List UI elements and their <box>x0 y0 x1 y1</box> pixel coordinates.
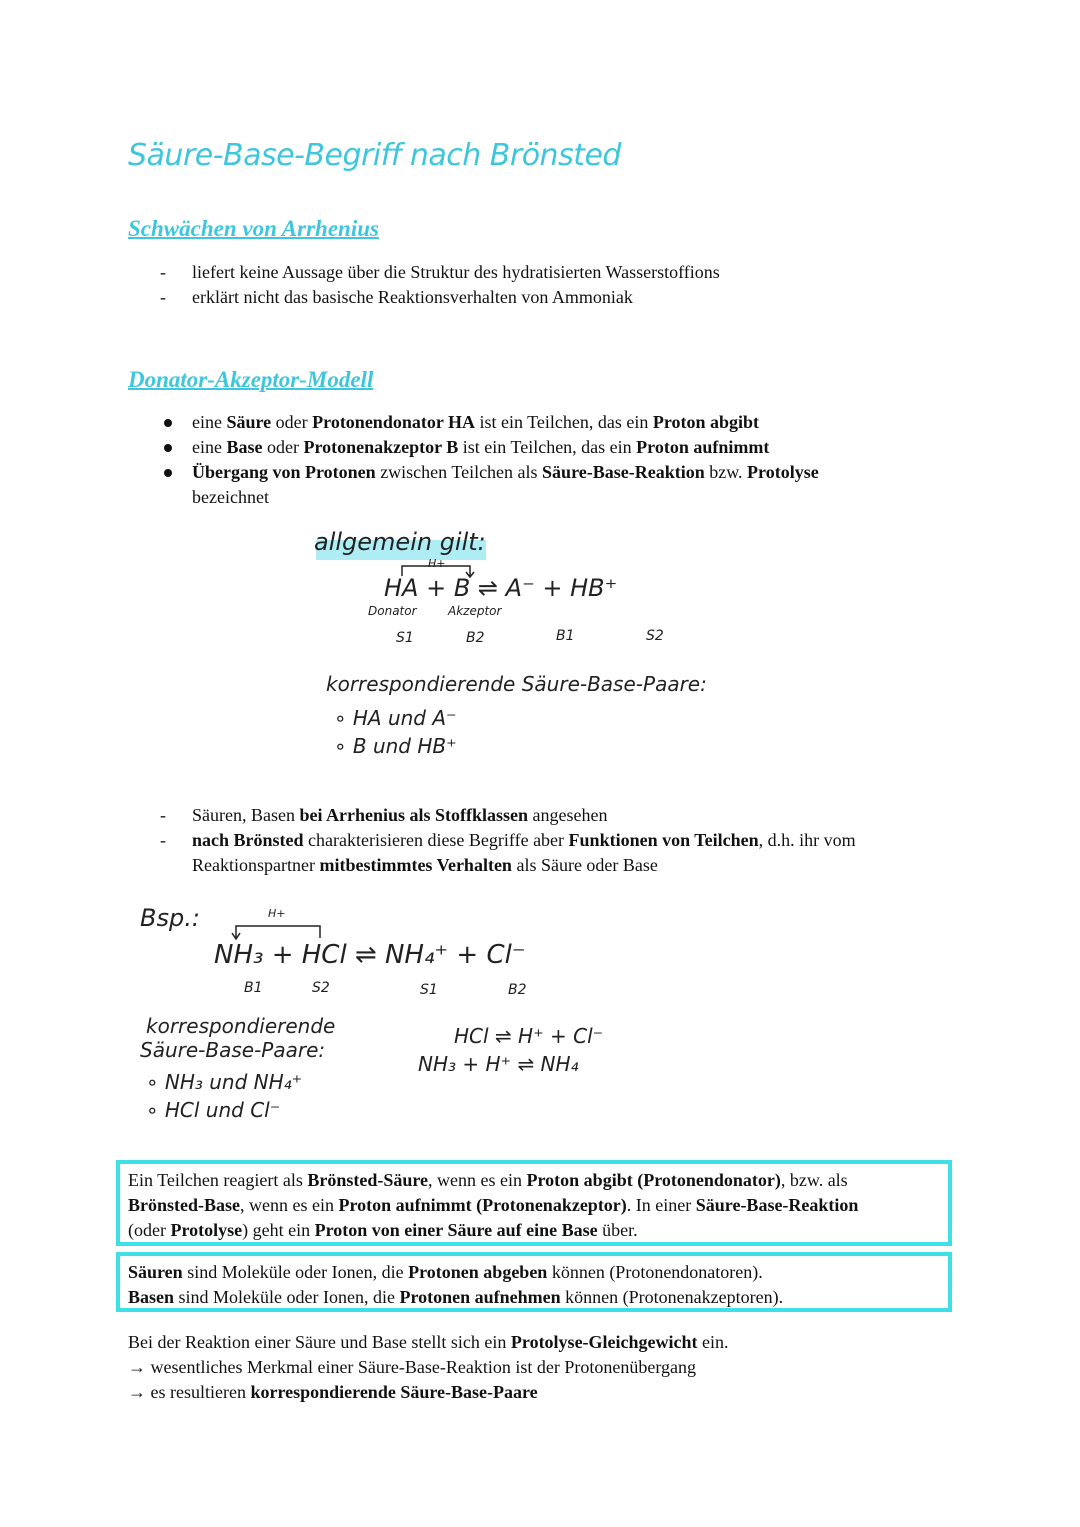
list-item: - erklärt nicht das basische Reaktionsverhalten von Ammoniak <box>128 285 988 310</box>
list-item: - nach Brönsted charakterisieren diese Begriffe aber Funktionen von Teilchen, d.h. ihr vom Reaktionspartner mitbestimmtes Verhalten als Säure oder Base <box>128 828 1008 878</box>
closing-text <box>128 1330 1008 1405</box>
ex-label-b2: B2 <box>508 982 527 998</box>
ex-label-b1: B1 <box>244 980 263 996</box>
pair-2: ∘ B und HB⁺ <box>334 734 457 758</box>
summary-box <box>116 1252 952 1312</box>
heading-donator-akzeptor: Donator-Akzeptor-Modell <box>128 367 374 392</box>
pair-1: ∘ HA und A⁻ <box>334 706 457 730</box>
summary-line: Säuren sind Moleküle oder Ionen, die Protonen abgeben können (Protonendonatoren). <box>128 1262 763 1282</box>
akzeptor-label: Akzeptor <box>448 604 502 618</box>
list-item: eine Base oder Protonenakzeptor B ist ein Teilchen, das ein Proton aufnimmt <box>128 435 988 460</box>
ex-equation-3: NH₃ + H⁺ ⇌ NH₄ <box>418 1052 579 1076</box>
weakness-list <box>128 260 988 310</box>
general-equation: HA + B ⇌ A⁻ + HB⁺ <box>384 574 618 602</box>
closing-line: Bei der Reaktion einer Säure und Base stellt sich ein Protolyse-Gleichgewicht ein. <box>128 1332 729 1352</box>
definition-text: Ein Teilchen reagiert als Brönsted-Säure, wenn es ein Proton abgibt (Protonendonator), bzw. als Brönsted-Base, wenn es ein Proton aufnimmt (Protonenakzeptor). In einer Säure-Base-Reaktion (oder Protolyse) geht ein Proton von einer Säure auf eine Base über. <box>128 1170 859 1240</box>
donator-label: Donator <box>368 604 417 618</box>
definition-box <box>116 1160 952 1246</box>
summary-line: Basen sind Moleküle oder Ionen, die Protonen aufnehmen können (Protonenakzeptoren). <box>128 1287 784 1307</box>
list-item: - liefert keine Aussage über die Struktur des hydratisierten Wasserstoffions <box>128 260 988 285</box>
label-b1: B1 <box>556 628 575 644</box>
example-hplus: H+ <box>268 907 286 920</box>
page-title: Säure-Base-Begriff nach Brönsted <box>128 138 621 173</box>
ex-label-s2: S2 <box>312 980 330 996</box>
list-item: eine Säure oder Protonendonator HA ist ein Teilchen, das ein Proton abgibt <box>128 410 988 435</box>
heading-schwaechen: Schwächen von Arrhenius <box>128 216 379 241</box>
example-equation: NH₃ + HCl ⇌ NH₄⁺ + Cl⁻ <box>214 940 526 970</box>
general-label: allgemein gilt: <box>314 528 486 556</box>
label-s1: S1 <box>396 630 414 646</box>
ex-pairs-label-2: Säure-Base-Paare: <box>140 1038 326 1062</box>
hplus-label: H+ <box>428 557 446 570</box>
model-list <box>128 410 988 510</box>
definition-list <box>128 803 1008 878</box>
example-proton-arrow <box>228 920 328 942</box>
list-item: - Säuren, Basen bei Arrhenius als Stoffklassen angesehen <box>128 803 1008 828</box>
pairs-label: korrespondierende Säure-Base-Paare: <box>326 672 707 696</box>
ex-pairs-label-1: korrespondierende <box>146 1014 336 1038</box>
label-s2: S2 <box>646 628 664 644</box>
ex-equation-2: HCl ⇌ H⁺ + Cl⁻ <box>454 1024 604 1048</box>
example-label: Bsp.: <box>140 904 200 932</box>
label-b2: B2 <box>466 630 485 646</box>
ex-pair-1: ∘ NH₃ und NH₄⁺ <box>146 1070 303 1094</box>
closing-line: → wesentliches Merkmal einer Säure-Base-Reaktion ist der Protonenübergang <box>128 1357 697 1377</box>
closing-line: → es resultieren korrespondierende Säure-Base-Paare <box>128 1382 538 1402</box>
list-item: Übergang von Protonen zwischen Teilchen als Säure-Base-Reaktion bzw. Protolyse bezeichnet <box>128 460 988 510</box>
ex-pair-2: ∘ HCl und Cl⁻ <box>146 1098 281 1122</box>
ex-label-s1: S1 <box>420 982 438 998</box>
